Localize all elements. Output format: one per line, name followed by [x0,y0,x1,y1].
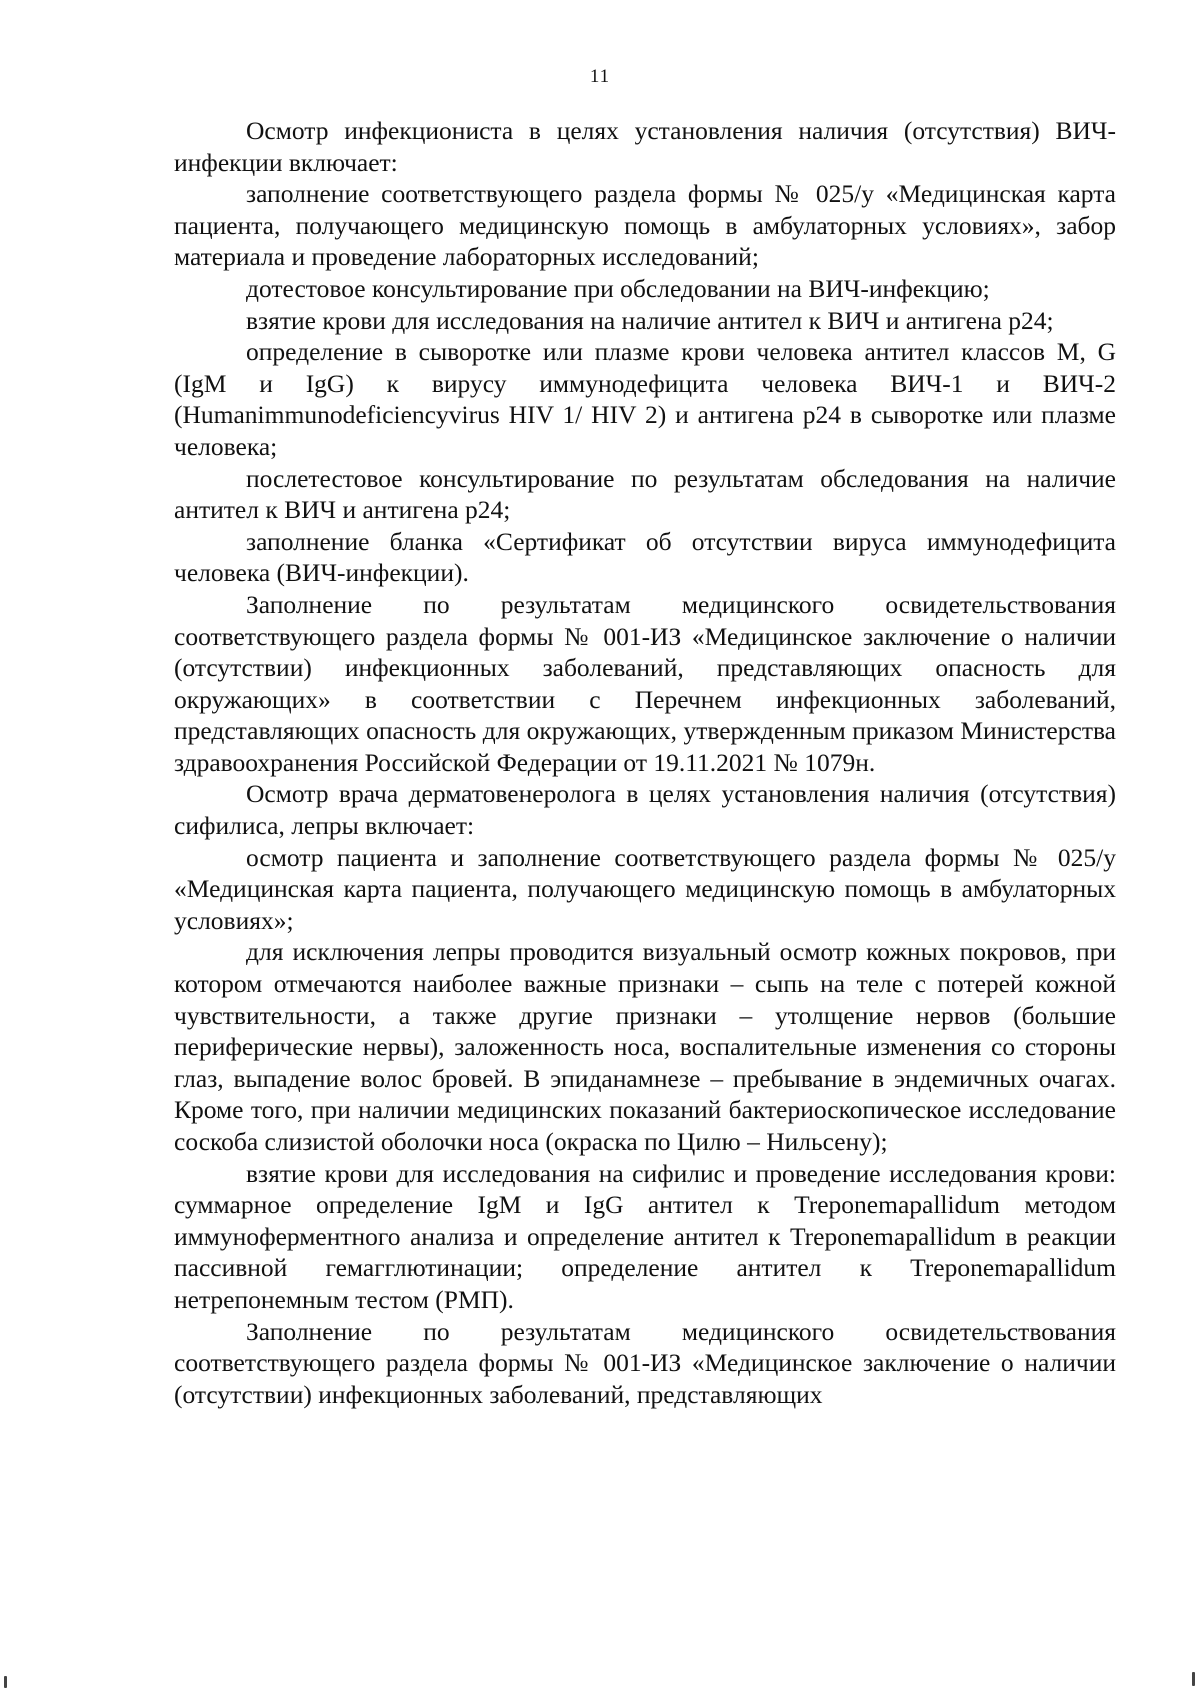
paragraph-dermatovenerologist-exam: Осмотр врача дерматовенеролога в целях установления наличия (отсутствия) сифилиса, лепры включает: [174,779,1116,841]
paragraph-antibody-detection: определение в сыворотке или плазме крови человека антител классов M, G (IgM и IgG) к вирусу иммунодефицита человека ВИЧ-1 и ВИЧ-2 (Humanimmunodeficiencyvirus HIV 1/ HIV 2) и антигена p24 в сыворотке или плазме человека; [174,337,1116,461]
paragraph-certificate-form: заполнение бланка «Сертификат об отсутствии вируса иммунодефицита человека (ВИЧ-инфекции). [174,526,1116,588]
paragraph-syphilis-blood-test: взятие крови для исследования на сифилис и проведение исследования крови: суммарное определение IgM и IgG антител к Treponemapallidum методом иммуноферментного анализа и определение антител к Treponemapallidum в реакции пассивной гемагглютинации; определение антител к Treponemapallidum нетрепонемным тестом (РМП). [174,1158,1116,1314]
paragraph-form-025: заполнение соответствующего раздела формы № 025/у «Медицинская карта пациента, получающего медицинскую помощь в амбулаторных условиях», забор материала и проведение лабораторных исследований; [174,179,1116,272]
paragraph-patient-exam: осмотр пациента и заполнение соответствующего раздела формы № 025/у «Медицинская карта пациента, получающего медицинскую помощь в амбулаторных условиях»; [174,842,1116,935]
paragraph-pretest-counseling: дотестовое консультирование при обследовании на ВИЧ-инфекцию; [246,273,990,303]
scan-edge-mark-left [4,1676,7,1688]
paragraph-form-001-iz: Заполнение по результатам медицинского освидетельствования соответствующего раздела формы № 001-ИЗ «Медицинское заключение о наличии (отсутствии) инфекционных заболеваний, представляющих опасность для окружающих» в соответствии с Перечнем инфекционных заболеваний, представляющих опасность для окружающих, утвержденным приказом Министерства здравоохранения Российской Федерации от 19.11.2021 № 1079н. [174,589,1116,777]
document-body [174,115,1116,1410]
scan-edge-mark-right [1192,1672,1195,1686]
paragraph-form-001-iz-continued: Заполнение по результатам медицинского освидетельствования соответствующего раздела формы № 001-ИЗ «Медицинское заключение о наличии (отсутствии) инфекционных заболеваний, представляющих [174,1316,1116,1409]
paragraph-leprosy-exclusion: для исключения лепры проводится визуальный осмотр кожных покровов, при котором отмечаются наиболее важные признаки – сыпь на теле с потерей кожной чувствительности, а также другие признаки – утолщение нервов (большие периферические нервы), заложенность носа, воспалительные изменения со стороны глаз, выпадение волос бровей. В эпиданамнезе – пребывание в эндемичных очагах. Кроме того, при наличии медицинских показаний бактериоскопическое исследование соскоба слизистой оболочки носа (окраска по Цилю – Нильсену); [174,937,1116,1156]
page-number: 11 [589,66,611,87]
paragraph-blood-sampling-hiv: взятие крови для исследования на наличие антител к ВИЧ и антигена p24; [246,305,1054,335]
paragraph-infectionist-exam: Осмотр инфекциониста в целях установления наличия (отсутствия) ВИЧ-инфекции включает: [174,116,1116,177]
paragraph-posttest-counseling: послетестовое консультирование по результатам обследования на наличие антител к ВИЧ и антигена p24; [174,463,1116,525]
